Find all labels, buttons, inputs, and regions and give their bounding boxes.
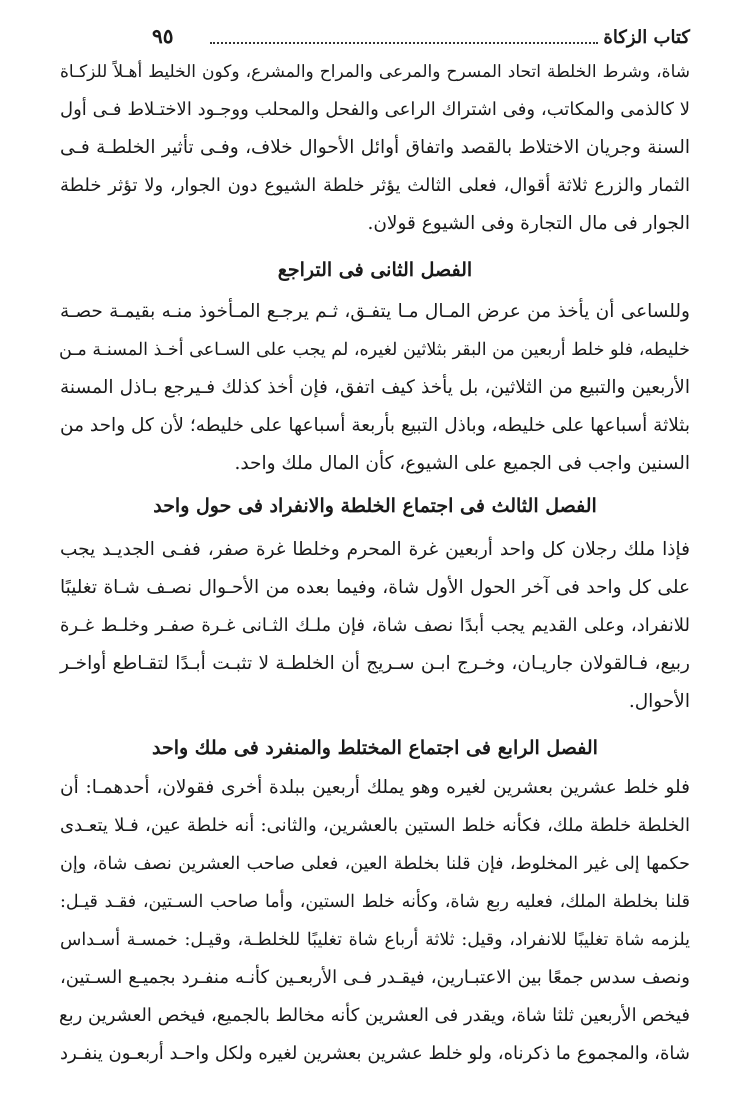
body-line: شاة، وشرط الخلطة اتحاد المسرح والمرعى والمراح والمشرع، وكون الخليط أهـلاً للزكـاة [60,62,690,82]
body-line: فإذا ملك رجلان كل واحد أربعين غرة المحرم وخلطا غرة صفر، ففـى الجديـد يجب [60,539,690,560]
body-line: ربيع، فـالقولان جاريـان، وخـرج ابـن سـريج أن الخلطـة لا تثبـت أبـدًا لتقـاطع أواخـر [60,653,690,674]
body-line: حكمها إلى غير المخلوط، فإن قلنا بخلطة العين، فعلى صاحب العشرين نصف شاة، وإن [60,854,690,874]
body-line: وللساعى أن يأخذ من عرض المـال مـا يتفـق، ثـم يرجـع المـأخوذ منـه بقيمـة حصـة [60,301,690,322]
body-line: فيخص الأربعين ثلثا شاة، ويقدر فى العشرين كأنه مخالط بالجميع، فيخص العشرين ربع [59,1005,690,1026]
body-line: الجوار فى مال التجارة وفى الشيوع قولان. [367,213,690,234]
body-line: لا كالذمى والمكاتب، وفى اشتراك الراعى والفحل والمحلب ووجـود الاختـلاط فـى أول [60,99,690,120]
body-line: خليطه، فلو خلط أربعين من البقر بثلاثين لغيره، لم يجب على السـاعى أخـذ المسنـة مـن [58,340,690,360]
body-line: شاة، والمجموع ما ذكرناه، ولو خلط عشرين بعشرين لغيره ولكل واحـد أربعـون ينفـرد [60,1043,690,1064]
section-heading: الفصل الثالث فى اجتماع الخلطة والانفراد فى حول واحد [153,495,597,517]
body-line: للانفراد، وعلى القديم يجب أبدًا نصف شاة، فإن ملـك الثـانى غـرة صفـر وخلـط غـرة [60,615,690,636]
body-line: يلزمه شاة تغليبًا للانفراد، وقيل: ثلاثة أرباع شاة تغليبًا للخلطـة، وقيـل: خمسـة أسـداس [60,930,690,950]
section-heading: الفصل الثانى فى التراجع [277,259,473,281]
body-line: الأربعين والتبيع من الثلاثين، بل يأخذ كيف اتفق، فإن أخذ كذلك فـيرجع بـاذل المسنة [60,377,690,398]
body-line: فلو خلط عشرين بعشرين لغيره وهو يملك أربعين ببلدة أخرى فقولان، أحدهمـا: أن [60,777,690,798]
chapter-title: كتاب الزكاة [603,27,690,48]
page-number: ٩٥ [152,24,174,48]
body-line: الأحوال. [628,691,690,712]
dotted-leader [210,26,598,44]
body-line: الخلطة خلطة ملك، فكأنه خلط الستين بالعشرين، والثانى: أنه خلطة عين، فـلا يتعـدى [60,815,690,836]
section-heading: الفصل الرابع فى اجتماع المختلط والمنفرد فى ملك واحد [152,737,598,759]
body-line: الثمار والزرع ثلاثة أقوال، فعلى الثالث يؤثر خلطة الشيوع دون الجوار، ولا تؤثر خلطة [60,175,690,196]
body-line: السنين واجب فى الجميع على الشيوع، كأن المال ملك واحد. [234,453,690,474]
body-line: بثلاثة أسباعها على خليطه، وباذل التبيع بأربعة أسباعها على خليطه؛ لأن كل واحد من [60,415,690,436]
body-line: ونصف سدس جمعًا بين الاعتبـارين، فيقـدر فـى الأربعـين كأنـه منفـرد بجميـع السـتين، [60,967,690,988]
body-line: قلنا بخلطة الملك، فعليه ربع شاة، وكأنه خلط الستين، وأما صاحب السـتين، فقـد قيـل: [60,892,690,912]
body-line: السنة وجريان الاختلاط بالقصد واتفاق أوائل الأحوال خلاف، وفـى تأثير الخلطـة فـى [60,137,690,158]
running-header [60,26,690,50]
body-line: على كل واحد فى آخر الحول الأول شاة، وفيما بعده من الأحـوال نصـف شـاة تغليبًا [60,577,690,598]
